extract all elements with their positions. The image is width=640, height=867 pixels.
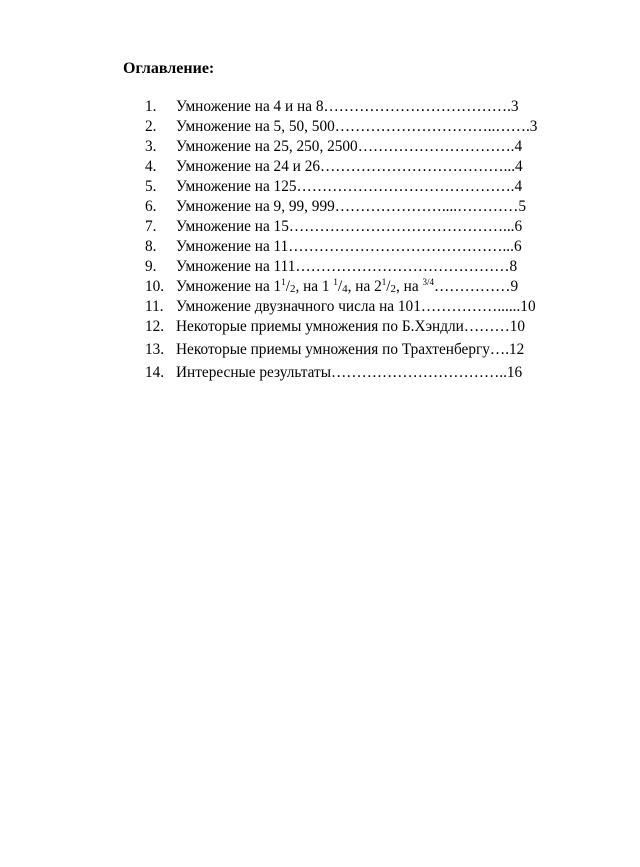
toc-item-page: 3 (529, 118, 538, 135)
toc-item-leader: …………………....………… (334, 198, 519, 215)
toc-item-text: Умножение на 4 и на 8 (176, 98, 324, 115)
table-of-contents (145, 97, 537, 383)
toc-item-number: 4. (145, 158, 157, 175)
toc-item-text: Умножение на 111 (176, 258, 296, 275)
toc-item-page: 5 (518, 198, 526, 215)
fraction-denominator: 2 (390, 283, 396, 295)
toc-item-text: Умножение на $1^1/_2$, на 1 $^1/_4$, на $2^1/_2$, на $^{3/4}$ (176, 277, 434, 295)
toc-item (145, 237, 537, 257)
toc-item-number: 5. (145, 178, 157, 195)
toc-item-text: Умножение на 11 (176, 238, 289, 255)
toc-item-page: 12 (509, 341, 525, 358)
toc-item-number: 9. (145, 258, 157, 275)
fraction-three-quarters: 3/4 (422, 277, 434, 287)
toc-item-number: 13. (145, 341, 165, 358)
toc-item-text: Умножение на 25, 250, 2500 (176, 138, 358, 155)
toc-item-leader: …………… (433, 278, 511, 295)
toc-item-leader: …………………………..……. (334, 118, 530, 135)
toc-item-leader: ……………………………………. (296, 178, 515, 195)
toc-title: Оглавление: (123, 60, 215, 77)
toc-item-text: Умножение на 9, 99, 999 (176, 198, 335, 215)
toc-item-page: 16 (506, 364, 523, 381)
toc-item-page: 4 (514, 178, 523, 195)
toc-item-number: 8. (145, 238, 157, 255)
toc-item-text: Умножение на 5, 50, 500 (176, 118, 335, 135)
toc-item-number: 2. (145, 118, 157, 135)
toc-item-page: 4 (514, 138, 523, 155)
toc-item-text: Умножение на 24 и 26 (176, 158, 320, 175)
toc-item-leader: ……………...... (420, 298, 521, 315)
toc-item-leader: ………………………………. (323, 98, 511, 115)
toc-item-number: 7. (145, 218, 157, 235)
toc-text-part: , на 1 (295, 278, 334, 295)
toc-item-leader: …………………………. (357, 138, 515, 155)
toc-item-leader: ……… (463, 318, 510, 335)
toc-text-part: Умножение на 1 (176, 278, 282, 295)
toc-text-part: , на 2 (347, 278, 382, 295)
toc-item-number: 12. (145, 318, 165, 335)
toc-item-number: 1. (145, 98, 157, 115)
toc-item (145, 363, 537, 383)
toc-item (145, 317, 537, 337)
toc-item (145, 277, 537, 297)
toc-item-page: 10 (509, 318, 526, 335)
toc-item-leader: ……………………………………... (288, 238, 514, 255)
toc-item-number: 11. (145, 298, 164, 315)
toc-item-number: 6. (145, 198, 157, 215)
toc-item (145, 217, 537, 237)
toc-item-page: 9 (510, 278, 519, 295)
toc-item-leader: …. (489, 341, 510, 358)
toc-item-text: Некоторые приемы умножения по Трахтенбергу (176, 341, 490, 358)
toc-item (145, 97, 537, 117)
toc-item-page: 4 (515, 158, 523, 175)
fraction-numerator: 1 (281, 277, 286, 287)
toc-item-leader: ……………………………………... (288, 218, 515, 235)
toc-item-leader: …………………………………… (295, 258, 510, 275)
toc-item-page: 6 (513, 238, 522, 255)
toc-item-text: Умножение на 15 (176, 218, 289, 235)
toc-item-page: 8 (509, 258, 518, 275)
toc-item-leader: ………………………………... (320, 158, 516, 175)
toc-item (145, 117, 537, 137)
fraction-numerator: 1 (333, 277, 338, 287)
toc-item (145, 297, 537, 317)
toc-item (145, 340, 537, 360)
toc-item-text: Интересные результаты (176, 364, 331, 381)
toc-item-text: Умножение на 125 (176, 178, 297, 195)
fraction-denominator: 2 (289, 283, 296, 295)
toc-item-text: Умножение двузначного числа на 101 (176, 298, 421, 315)
toc-item (145, 257, 537, 277)
toc-item-number: 10. (145, 278, 165, 295)
toc-item (145, 197, 537, 217)
toc-item-number: 3. (145, 138, 157, 155)
toc-item-page: 6 (514, 218, 523, 235)
toc-item (145, 157, 537, 177)
toc-text-part: , на (396, 278, 423, 295)
toc-item-text: Некоторые приемы умножения по Б.Хэндли (176, 318, 464, 335)
toc-item-number: 14. (145, 364, 165, 381)
toc-item-leader: …………………………….. (330, 364, 507, 381)
toc-item-page: 3 (510, 98, 519, 115)
toc-item-page: 10 (520, 298, 536, 315)
toc-item (145, 137, 537, 157)
toc-item (145, 177, 537, 197)
fraction-numerator: 1 (381, 277, 387, 287)
fraction-denominator: 4 (342, 283, 348, 295)
